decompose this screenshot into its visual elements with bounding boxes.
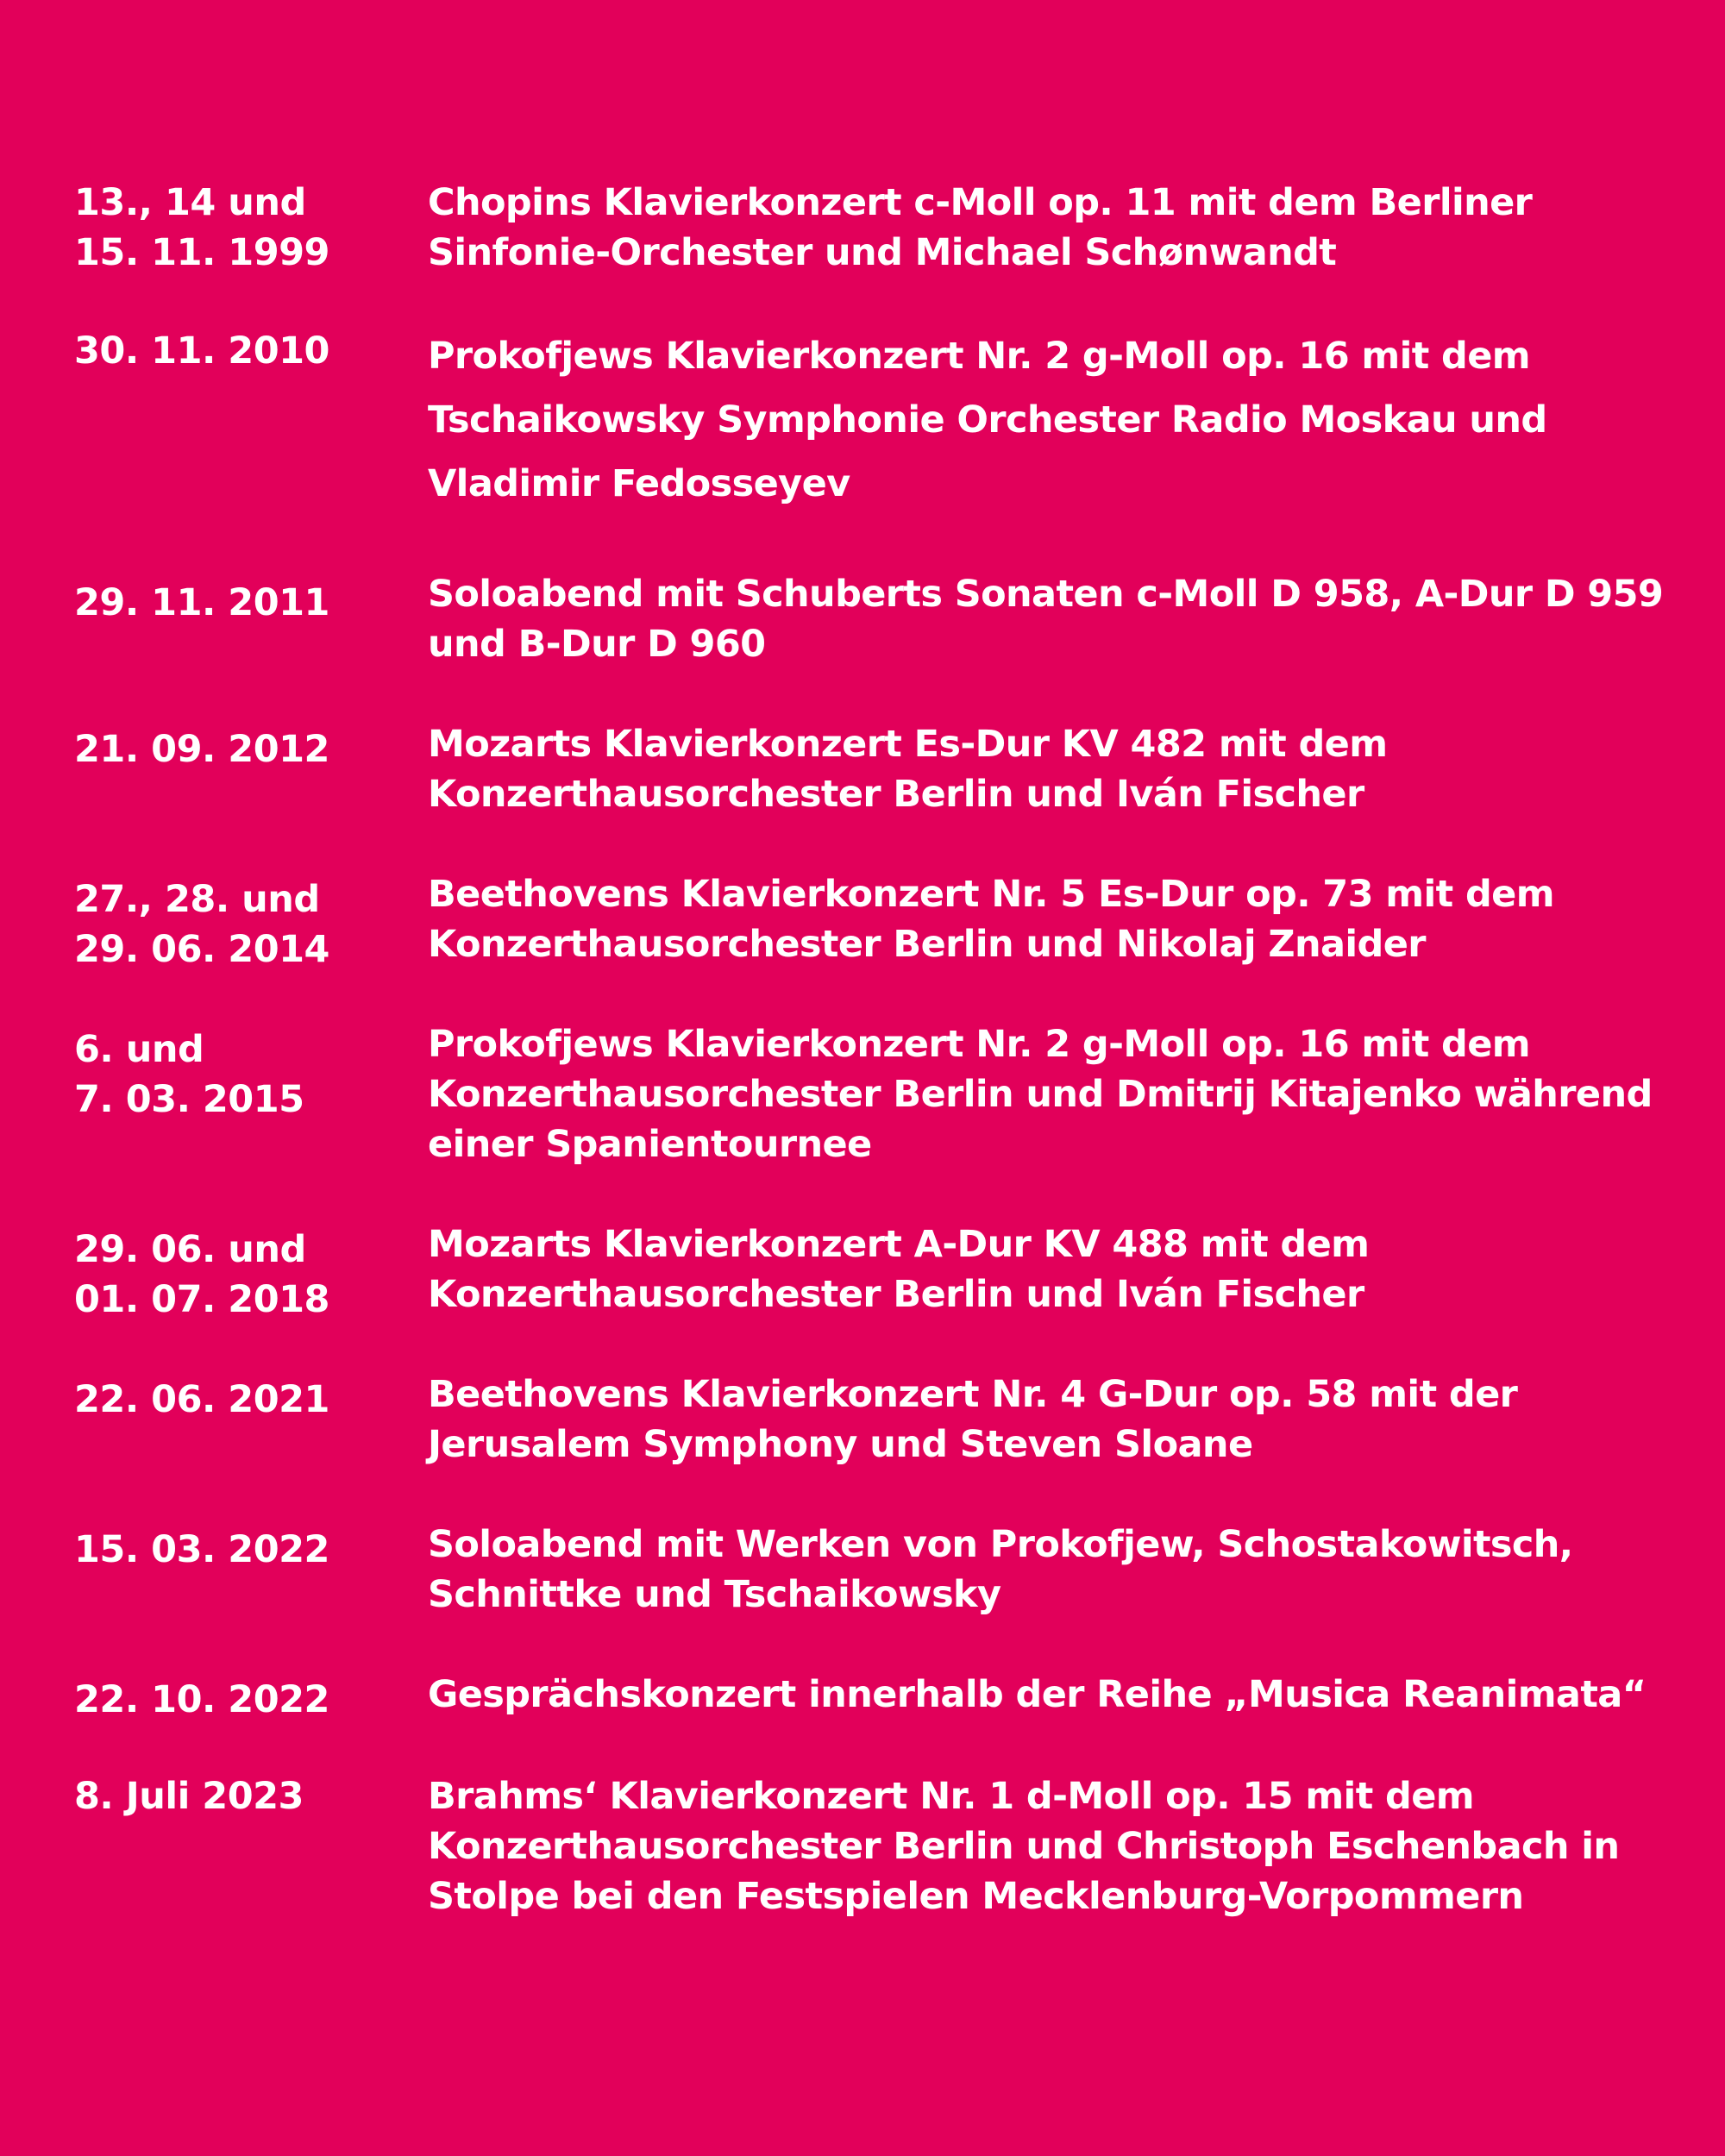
description-line: Prokofjews Klavierkonzert Nr. 2 g-Moll op. 16 mit dem	[428, 335, 1530, 378]
entry-description	[428, 324, 1704, 516]
description-line: Sinfonie-Orchester und Michael Schønwandt	[428, 231, 1337, 274]
entry-description	[428, 1369, 1704, 1470]
description-line: Mozarts Klavierkonzert A-Dur KV 488 mit dem	[428, 1223, 1370, 1266]
entry-description	[428, 1670, 1704, 1720]
entry-date: 22. 06. 2021	[74, 1378, 329, 1421]
description-line: Beethovens Klavierkonzert Nr. 4 G-Dur op. 58 mit der	[428, 1373, 1518, 1416]
description-line: Konzerthausorchester Berlin und Iván Fischer	[428, 1273, 1364, 1316]
description-line: Konzerthausorchester Berlin und Christoph Eschenbach in	[428, 1825, 1620, 1868]
entry-date: 27., 28. und 29. 06. 2014	[74, 878, 329, 971]
entry-date: 21. 09. 2012	[74, 728, 329, 771]
entry-date: 6. und 7. 03. 2015	[74, 1028, 304, 1121]
description-line: Stolpe bei den Festspielen Mecklenburg-Vorpommern	[428, 1875, 1524, 1918]
entry-description	[428, 1771, 1704, 1921]
description-line: einer Spanientournee	[428, 1123, 872, 1166]
description-line: und B-Dur D 960	[428, 623, 766, 666]
entry-date: 15. 03. 2022	[74, 1528, 329, 1571]
description-line: Konzerthausorchester Berlin und Dmitrij Kitajenko während	[428, 1073, 1653, 1116]
description-line: Schnittke und Tschaikowsky	[428, 1573, 1001, 1616]
entry-description	[428, 1520, 1704, 1620]
description-line: Chopins Klavierkonzert c-Moll op. 11 mit dem Berliner	[428, 181, 1533, 224]
description-line: Vladimir Fedosseyev	[428, 462, 850, 505]
entry-date: 30. 11. 2010	[74, 329, 329, 373]
description-line: Brahms‘ Klavierkonzert Nr. 1 d-Moll op. 15 mit dem	[428, 1775, 1474, 1818]
description-line: Prokofjews Klavierkonzert Nr. 2 g-Moll op. 16 mit dem	[428, 1023, 1530, 1066]
description-line: Gesprächskonzert innerhalb der Reihe „Musica Reanimata“	[428, 1673, 1647, 1716]
description-line: Beethovens Klavierkonzert Nr. 5 Es-Dur op. 73 mit dem	[428, 873, 1554, 916]
entry-description	[428, 869, 1704, 969]
entry-description	[428, 569, 1704, 669]
description-line: Jerusalem Symphony und Steven Sloane	[428, 1423, 1253, 1466]
entry-date: 29. 11. 2011	[74, 581, 329, 624]
entry-description	[428, 1019, 1704, 1169]
description-line: Konzerthausorchester Berlin und Nikolaj Znaider	[428, 923, 1426, 966]
description-line: Soloabend mit Werken von Prokofjew, Schostakowitsch,	[428, 1523, 1573, 1566]
entry-date: 29. 06. und 01. 07. 2018	[74, 1228, 329, 1321]
description-line: Tschaikowsky Symphonie Orchester Radio Moskau und	[428, 398, 1547, 442]
description-line: Konzerthausorchester Berlin und Iván Fischer	[428, 773, 1364, 816]
entry-description	[428, 719, 1704, 819]
entry-description	[428, 178, 1704, 278]
entry-date: 13., 14 und 15. 11. 1999	[74, 181, 329, 274]
description-line: Soloabend mit Schuberts Sonaten c-Moll D 958, A-Dur D 959	[428, 573, 1664, 616]
description-line: Mozarts Klavierkonzert Es-Dur KV 482 mit dem	[428, 723, 1388, 766]
entry-date: 8. Juli 2023	[74, 1775, 304, 1818]
entry-date: 22. 10. 2022	[74, 1678, 329, 1721]
entry-description	[428, 1219, 1704, 1319]
